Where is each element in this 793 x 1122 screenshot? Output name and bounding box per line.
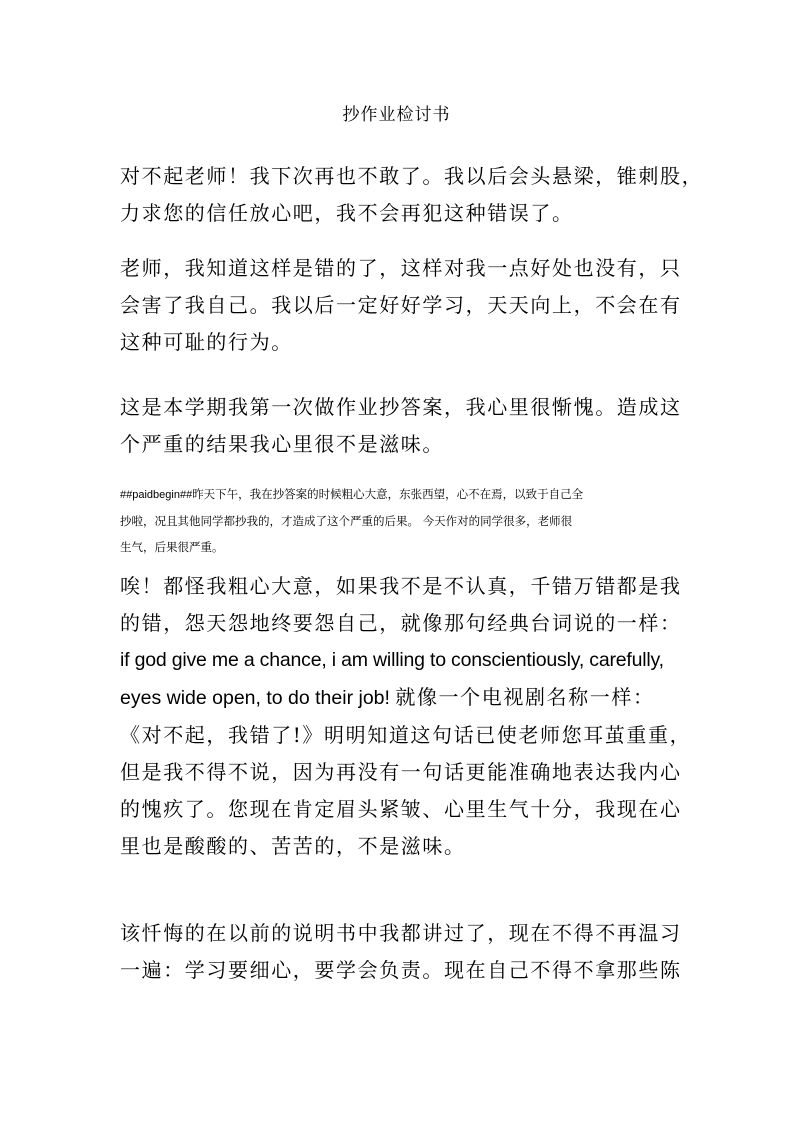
paid-marker: ##paidbegin## [120, 489, 193, 501]
paragraph-regret [120, 568, 692, 865]
text-line: 对不起老师！我下次再也不敢了。我以后会头悬梁，锥刺股， [120, 164, 704, 188]
text-line: 《对不起，我错了!》明明知道这句话已使老师您耳茧重重， [120, 723, 692, 747]
text-line: 力求您的信任放心吧，我不会再犯这种错误了。 [120, 201, 574, 225]
text-segment: 就像一个电视剧名称一样： [395, 685, 655, 709]
text-segment: 昨天下午，我在抄答案的时候粗心大意，东张西望，心不在焉，以致于自己全 [192, 487, 584, 501]
paragraph-promise [120, 250, 682, 361]
text-line: 的错，怨天怨地终要怨自己，就像那句经典台词说的一样： [120, 611, 682, 635]
text-line: 的愧疚了。您现在肯定眉头紧皱、心里生气十分，我现在心 [120, 797, 682, 821]
text-line: 唉！都怪我粗心大意，如果我不是不认真，千错万错都是我 [120, 574, 682, 598]
english-line: if god give me a chance, i am willing to conscientiously, carefully, [120, 649, 664, 671]
text-line: 一遍：学习要细心，要学会负责。现在自己不得不拿那些陈 [120, 958, 682, 982]
text-line [120, 679, 676, 717]
text-line: 这种可耻的行为。 [120, 330, 293, 354]
paragraph-shame [120, 389, 682, 463]
paragraph-apology [120, 158, 704, 232]
text-line: 该忏悔的在以前的说明书中我都讲过了，现在不得不再温习 [120, 921, 682, 945]
text-line: 里也是酸酸的、苦苦的，不是滋味。 [120, 834, 466, 858]
paragraph-review [120, 915, 682, 989]
text-line: 会害了我自己。我以后一定好好学习，天天向上，不会在有 [120, 293, 682, 317]
text-line: 老师，我知道这样是错的了，这样对我一点好处也没有，只 [120, 256, 682, 280]
text-line: 生气，后果很严重。 [120, 540, 224, 554]
text-line: 但是我不得不说，因为再没有一句话更能准确地表达我内心 [120, 760, 682, 784]
text-line: 个严重的结果我心里很不是滋味。 [120, 432, 444, 456]
text-line [120, 481, 676, 508]
english-segment: eyes wide open, to do their job! [120, 687, 396, 709]
paragraph-small-print [120, 481, 676, 560]
text-line: 这是本学期我第一次做作业抄答案，我心里很惭愧。造成这 [120, 395, 682, 419]
document-title: 抄作业检讨书 [342, 105, 451, 125]
text-line: 抄啦，况且其他同学都抄我的，才造成了这个严重的后果。 今天作对的同学很多，老师很 [120, 514, 573, 528]
